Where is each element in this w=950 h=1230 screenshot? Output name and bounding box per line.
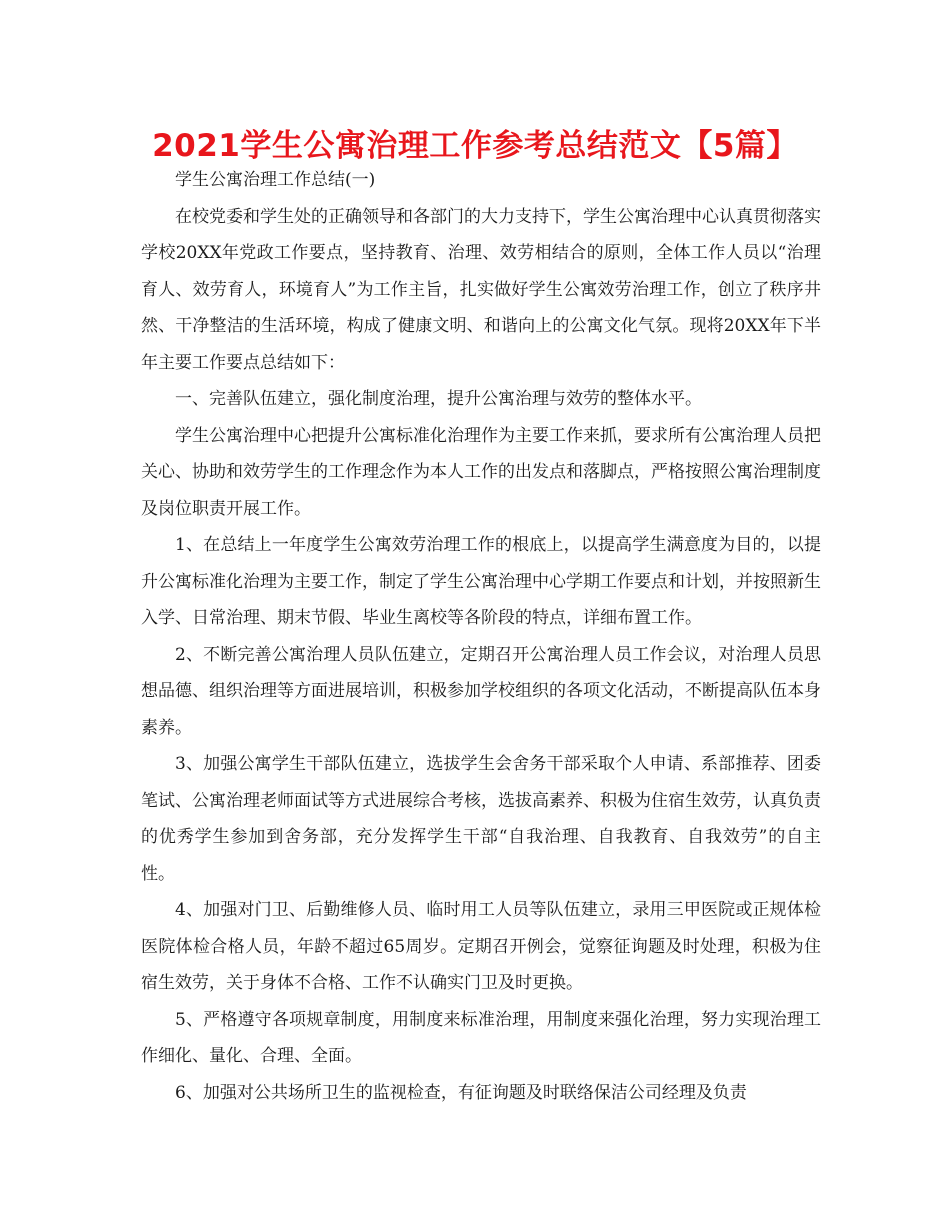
paragraph-item-1: 1、在总结上一年度学生公寓效劳治理工作的根底上，以提高学生满意度为目的，以提升公寓标准化治理为主要工作，制定了学生公寓治理中心学期工作要点和计划，并按照新生入学、日常治理、期末节假、毕业生离校等各阶段的特点，详细布置工作。 [141, 535, 821, 628]
paragraph-heading-1: 一、完善队伍建立，强化制度治理，提升公寓治理与效劳的整体水平。 [175, 389, 702, 409]
document-body [141, 162, 821, 1111]
paragraph-item-6: 6、加强对公共场所卫生的监视检查，有征询题及时联络保洁公司经理及负责 [175, 1082, 747, 1103]
paragraph-overview: 学生公寓治理中心把提升公寓标准化治理作为主要工作来抓，要求所有公寓治理人员把关心、协助和效劳学生的工作理念作为本人工作的出发点和落脚点，严格按照公寓治理制度及岗位职责开展工作。 [141, 425, 821, 519]
paragraph-intro: 在校党委和学生处的正确领导和各部门的大力支持下，学生公寓治理中心认真贯彻落实学校20XX年党政工作要点，坚持教育、治理、效劳相结合的原则，全体工作人员以“治理育人、效劳育人，环境育人”为工作主旨，扎实做好学生公寓效劳治理工作，创立了秩序井然、干净整洁的生活环境，构成了健康文明、和谐向上的公寓文化气氛。现将20XX年下半年主要工作要点总结如下： [141, 206, 821, 373]
section-subtitle: 学生公寓治理工作总结(一) [175, 170, 376, 190]
document-title: 2021学生公寓治理工作参考总结范文【5篇】 [152, 128, 798, 164]
paragraph-item-4: 4、加强对门卫、后勤维修人员、临时用工人员等队伍建立，录用三甲医院或正规体检医院体检合格人员，年龄不超过65周岁。定期召开例会，觉察征询题及时处理，积极为住宿生效劳，关于身体不合格、工作不认确实门卫及时更换。 [141, 900, 821, 993]
paragraph-item-5: 5、严格遵守各项规章制度，用制度来标准治理，用制度来强化治理，努力实现治理工作细化、量化、合理、全面。 [141, 1009, 821, 1066]
paragraph-item-3: 3、加强公寓学生干部队伍建立，选拔学生会舍务干部采取个人申请、系部推荐、团委笔试、公寓治理老师面试等方式进展综合考核，选拔高素养、积极为住宿生效劳，认真负责的优秀学生参加到舍务部，充分发挥学生干部“自我治理、自我教育、自我效劳”的自主性。 [141, 754, 821, 884]
paragraph-item-2: 2、不断完善公寓治理人员队伍建立，定期召开公寓治理人员工作会议，对治理人员思想品德、组织治理等方面进展培训，积极参加学校组织的各项文化活动，不断提高队伍本身素养。 [141, 644, 821, 738]
